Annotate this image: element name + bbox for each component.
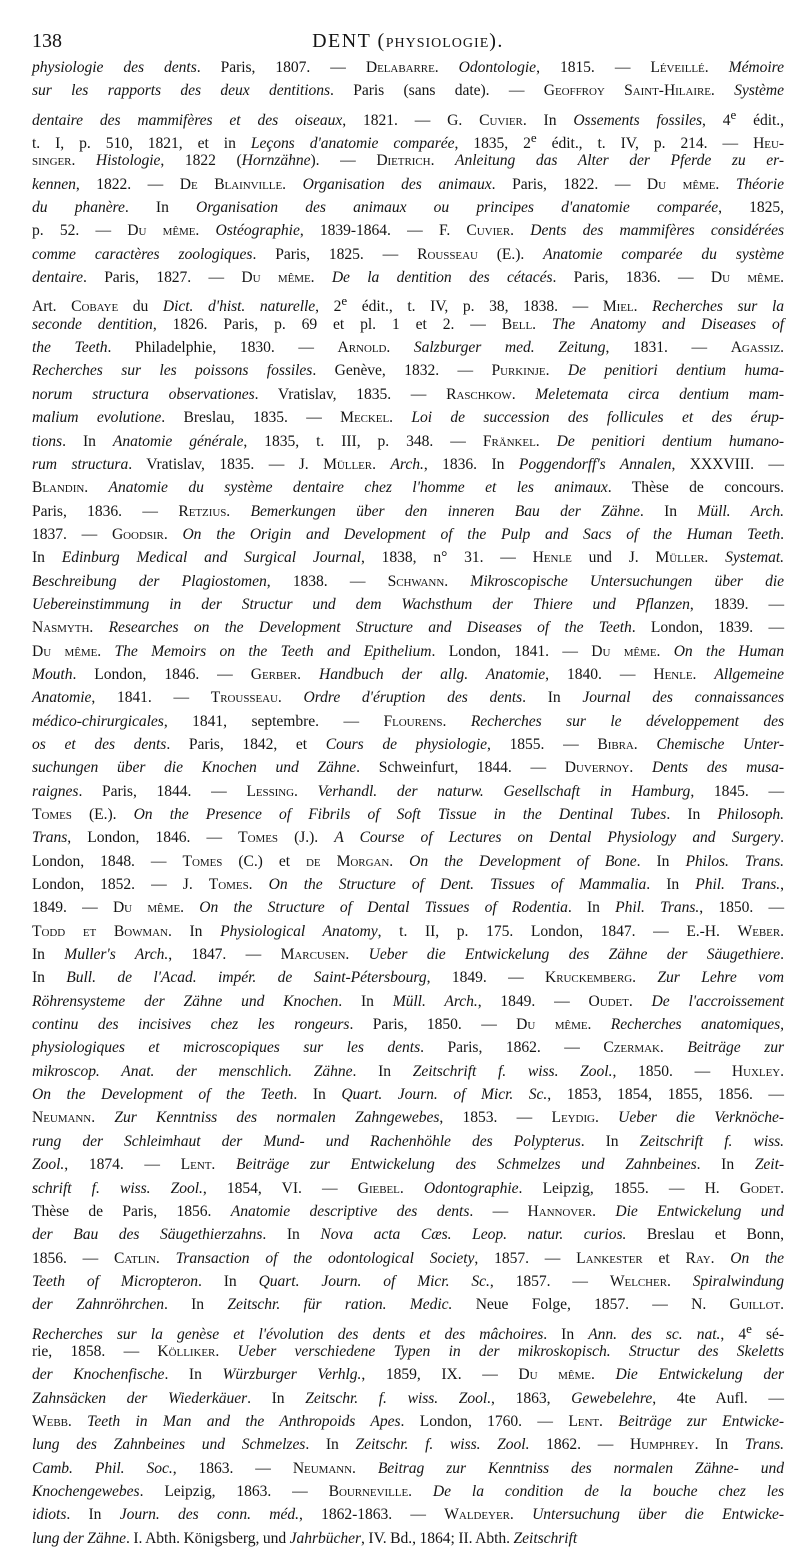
text-line: norum structura observationes. Vratislav, 1835. — Raschkow. Meletemata circa dentium mam-: [32, 385, 784, 403]
text-line: os et des dents. Paris, 1842, et Cours de physiologie, 1855. — Bibra. Chemische Unter-: [32, 735, 784, 753]
text-line: In Bull. de l'Acad. impér. de Saint-Pétersbourg, 1849. — Kruckemberg. Zur Lehre vom: [32, 969, 784, 987]
text-line: 1856. — Catlin. Transaction of the odontological Society, 1857. — Lankester et Ray. On the: [32, 1249, 784, 1267]
text-line: rie, 1858. — Kölliker. Ueber verschiedene Typen in der mikroskopisch. Structur des Skeletts: [32, 1342, 785, 1360]
text-line: der Bau des Säugethierzahns. In Nova acta Cæs. Leop. natur. curios. Breslau et Bonn,: [32, 1226, 784, 1244]
running-head: [32, 30, 784, 53]
text-line: rung der Schleimhaut der Mund- und Rachenhöhle des Polypterus. In Zeitschrift f. wiss.: [32, 1132, 784, 1150]
text-line: 1837. — Goodsir. On the Origin and Development of the Pulp and Sacs of the Human Teeth.: [32, 525, 784, 543]
text-line: t. I, p. 510, 1821, et in Leçons d'anatomie comparée, 1835, 2e édit., t. IV, p. 214. — Heu-: [32, 130, 784, 153]
text-line: mikroscop. Anat. der menschlich. Zähne. In Zeitschrift f. wiss. Zool., 1850. — Huxley.: [32, 1062, 785, 1080]
text-line: 1849. — Du même. On the Structure of Dental Tissues of Rodentia. In Phil. Trans., 1850. —: [32, 899, 784, 917]
text-line: rum structura. Vratislav, 1835. — J. Müller. Arch., 1836. In Poggendorff's Annalen, XXXVIII. —: [32, 455, 784, 473]
text-line: schrift f. wiss. Zool., 1854, VI. — Giebel. Odontographie. Leipzig, 1855. — H. Godet.: [32, 1179, 785, 1197]
text-line: lung des Zahnbeines und Schmelzes. In Zeitschr. f. wiss. Zool. 1862. — Humphrey. In Trans.: [32, 1436, 784, 1454]
text-line: Nasmyth. Researches on the Development Structure and Diseases of the Teeth. London, 1839. —: [32, 619, 785, 637]
running-head-main: DENT (: [312, 30, 386, 52]
text-line: Anatomie, 1841. — Trousseau. Ordre d'éruption des dents. In Journal des connaissances: [32, 689, 785, 707]
text-line: Paris, 1836. — Retzius. Bemerkungen über den inneren Bau der Zähne. In Müll. Arch.: [32, 502, 785, 520]
text-line: Recherches sur la genèse et l'évolution des dents et des mâchoires. In Ann. des sc. nat., 4e sé-: [32, 1320, 784, 1343]
text-line: Art. Cobaye du Dict. d'hist. naturelle, 2e édit., t. IV, p. 38, 1838. — Miel. Recherches sur la: [32, 293, 784, 316]
text-line: Camb. Phil. Soc., 1863. — Neumann. Beitrag zur Kenntniss des normalen Zähne- und: [32, 1459, 784, 1477]
text-line: Knochengewebes. Leipzig, 1863. — Bourneville. De la condition de la bouche chez les: [32, 1482, 784, 1500]
text-line: médico-chirurgicales, 1841, septembre. — Flourens. Recherches sur le développement des: [32, 712, 785, 730]
text-line: der Knochenfische. In Würzburger Verhlg., 1859, IX. — Du même. Die Entwickelung der: [32, 1366, 784, 1384]
text-line: In Edinburg Medical and Surgical Journal, 1838, n° 31. — Henle und J. Müller. Systemat.: [32, 549, 784, 567]
text-line: p. 52. — Du même. Ostéographie, 1839-1864. — F. Cuvier. Dents des mammifères considérées: [32, 222, 784, 240]
text-line: In Muller's Arch., 1847. — Marcusen. Ueber die Entwickelung des Zähne der Säugethiere.: [32, 946, 785, 964]
text-line: Recherches sur les poissons fossiles. Genève, 1832. — Purkinje. De penitiori dentium huma-: [32, 362, 785, 380]
text-line: Du même. The Memoirs on the Teeth and Epithelium. London, 1841. — Du même. On the Human: [32, 642, 784, 660]
text-line: Trans, London, 1846. — Tomes (J.). A Course of Lectures on Dental Physiology and Surgery.: [32, 829, 784, 847]
text-line: der Zahnröhrchen. In Zeitschr. für ration. Medic. Neue Folge, 1857. — N. Guillot.: [32, 1296, 784, 1314]
text-line: Uebereinstimmung in der Structur und dem Wachsthum der Thiere und Pflanzen, 1839. —: [32, 595, 784, 613]
text-line: malium evolutione. Breslau, 1835. — Meckel. Loi de succession des follicules et des érup-: [32, 409, 784, 427]
text-line: raignes. Paris, 1844. — Lessing. Verhandl. der naturw. Gesellschaft in Hamburg, 1845. —: [32, 782, 784, 800]
page-number: 138: [32, 30, 62, 52]
text-line: continu des incisives chez les rongeurs. Paris, 1850. — Du même. Recherches anatomiques,: [32, 1016, 784, 1034]
text-line: Blandin. Anatomie du système dentaire chez l'homme et les animaux. Thèse de concours.: [32, 479, 784, 497]
book-page: [32, 22, 784, 1550]
text-line: sur les rapports des deux dentitions. Paris (sans date). — Geoffroy Saint-Hilaire. Système: [32, 82, 785, 100]
text-line: Zool., 1874. — Lent. Beiträge zur Entwickelung des Schmelzes und Zahnbeines. In Zeit-: [32, 1156, 785, 1174]
text-line: dentaire. Paris, 1827. — Du même. De la dentition des cétacés. Paris, 1836. — Du même.: [32, 269, 784, 287]
page-header: [32, 22, 784, 56]
running-head-sub: physiologie: [385, 30, 490, 52]
text-line: Teeth of Micropteron. In Quart. Journ. of Micr. Sc., 1857. — Welcher. Spiralwindung: [32, 1272, 784, 1290]
text-line: Neumann. Zur Kenntniss des normalen Zahngewebes, 1853. — Leydig. Ueber die Verknöche-: [32, 1109, 784, 1127]
bibliography-text: [32, 56, 784, 1550]
text-line: Webb. Teeth in Man and the Anthropoids Apes. London, 1760. — Lent. Beiträge zur Entwicke-: [32, 1412, 784, 1430]
text-line: Beschreibung der Plagiostomen, 1838. — Schwann. Mikroscopische Untersuchungen über die: [32, 572, 784, 590]
text-line: London, 1848. — Tomes (C.) et de Morgan. On the Development of Bone. In Philos. Trans.: [32, 852, 784, 870]
text-line: London, 1852. — J. Tomes. On the Structure of Dent. Tissues of Mammalia. In Phil. Trans.,: [32, 876, 785, 894]
text-line: Thèse de Paris, 1856. Anatomie descriptive des dents. — Hannover. Die Entwickelung und: [32, 1202, 784, 1220]
text-line: lung der Zähne. I. Abth. Königsberg, und Jahrbücher, IV. Bd., 1864; II. Abth. Zeitschrift: [32, 1529, 578, 1547]
text-line: suchungen über die Knochen und Zähne. Schweinfurt, 1844. — Duvernoy. Dents des musa-: [32, 759, 784, 777]
text-line: tions. In Anatomie générale, 1835, t. III, p. 348. — Fränkel. De penitiori dentium humano-: [32, 432, 785, 450]
text-line: Tomes (E.). On the Presence of Fibrils of Soft Tissue in the Dentinal Tubes. In Philosoph.: [32, 806, 785, 823]
text-line: Zahnsäcken der Wiederkäuer. In Zeitschr. f. wiss. Zool., 1863, Gewebelehre, 4te Aufl. —: [32, 1389, 784, 1407]
running-head-end: ).: [489, 30, 504, 52]
text-line: physiologie des dents. Paris, 1807. — Delabarre. Odontologie, 1815. — Léveillé. Mémoire: [32, 59, 784, 76]
text-line: On the Development of the Teeth. In Quart. Journ. of Micr. Sc., 1853, 1854, 1855, 1856. —: [32, 1086, 784, 1104]
text-line: singer. Histologie, 1822 (Hornzähne). — Dietrich. Anleitung das Alter der Pferde zu er-: [32, 152, 784, 170]
text-line: Mouth. London, 1846. — Gerber. Handbuch der allg. Anatomie, 1840. — Henle. Allgemeine: [32, 665, 784, 683]
text-line: dentaire des mammifères et des oiseaux, 1821. — G. Cuvier. In Ossements fossiles, 4e édit.,: [32, 106, 784, 129]
text-line: the Teeth. Philadelphie, 1830. — Arnold. Salzburger med. Zeitung, 1831. — Agassiz.: [32, 339, 784, 357]
text-line: seconde dentition, 1826. Paris, p. 69 et pl. 1 et 2. — Bell. The Anatomy and Diseases of: [32, 315, 785, 333]
text-line: du phanère. In Organisation des animaux ou principes d'anatomie comparée, 1825,: [32, 199, 785, 217]
text-line: comme caractères zoologiques. Paris, 1825. — Rousseau (E.). Anatomie comparée du système: [32, 245, 784, 263]
text-line: idiots. In Journ. des conn. méd., 1862-1863. — Waldeyer. Untersuchung über die Entwicke-: [32, 1506, 784, 1524]
text-line: Röhrensysteme der Zähne und Knochen. In Müll. Arch., 1849. — Oudet. De l'accroissement: [32, 992, 785, 1010]
text-line: Todd et Bowman. In Physiological Anatomy, t. II, p. 175. London, 1847. — E.-H. Weber.: [32, 922, 784, 940]
text-line: physiologiques et microscopiques sur les dents. Paris, 1862. — Czermak. Beiträge zur: [32, 1039, 784, 1057]
text-line: kennen, 1822. — De Blainville. Organisation des animaux. Paris, 1822. — Du même. Théorie: [32, 175, 784, 193]
